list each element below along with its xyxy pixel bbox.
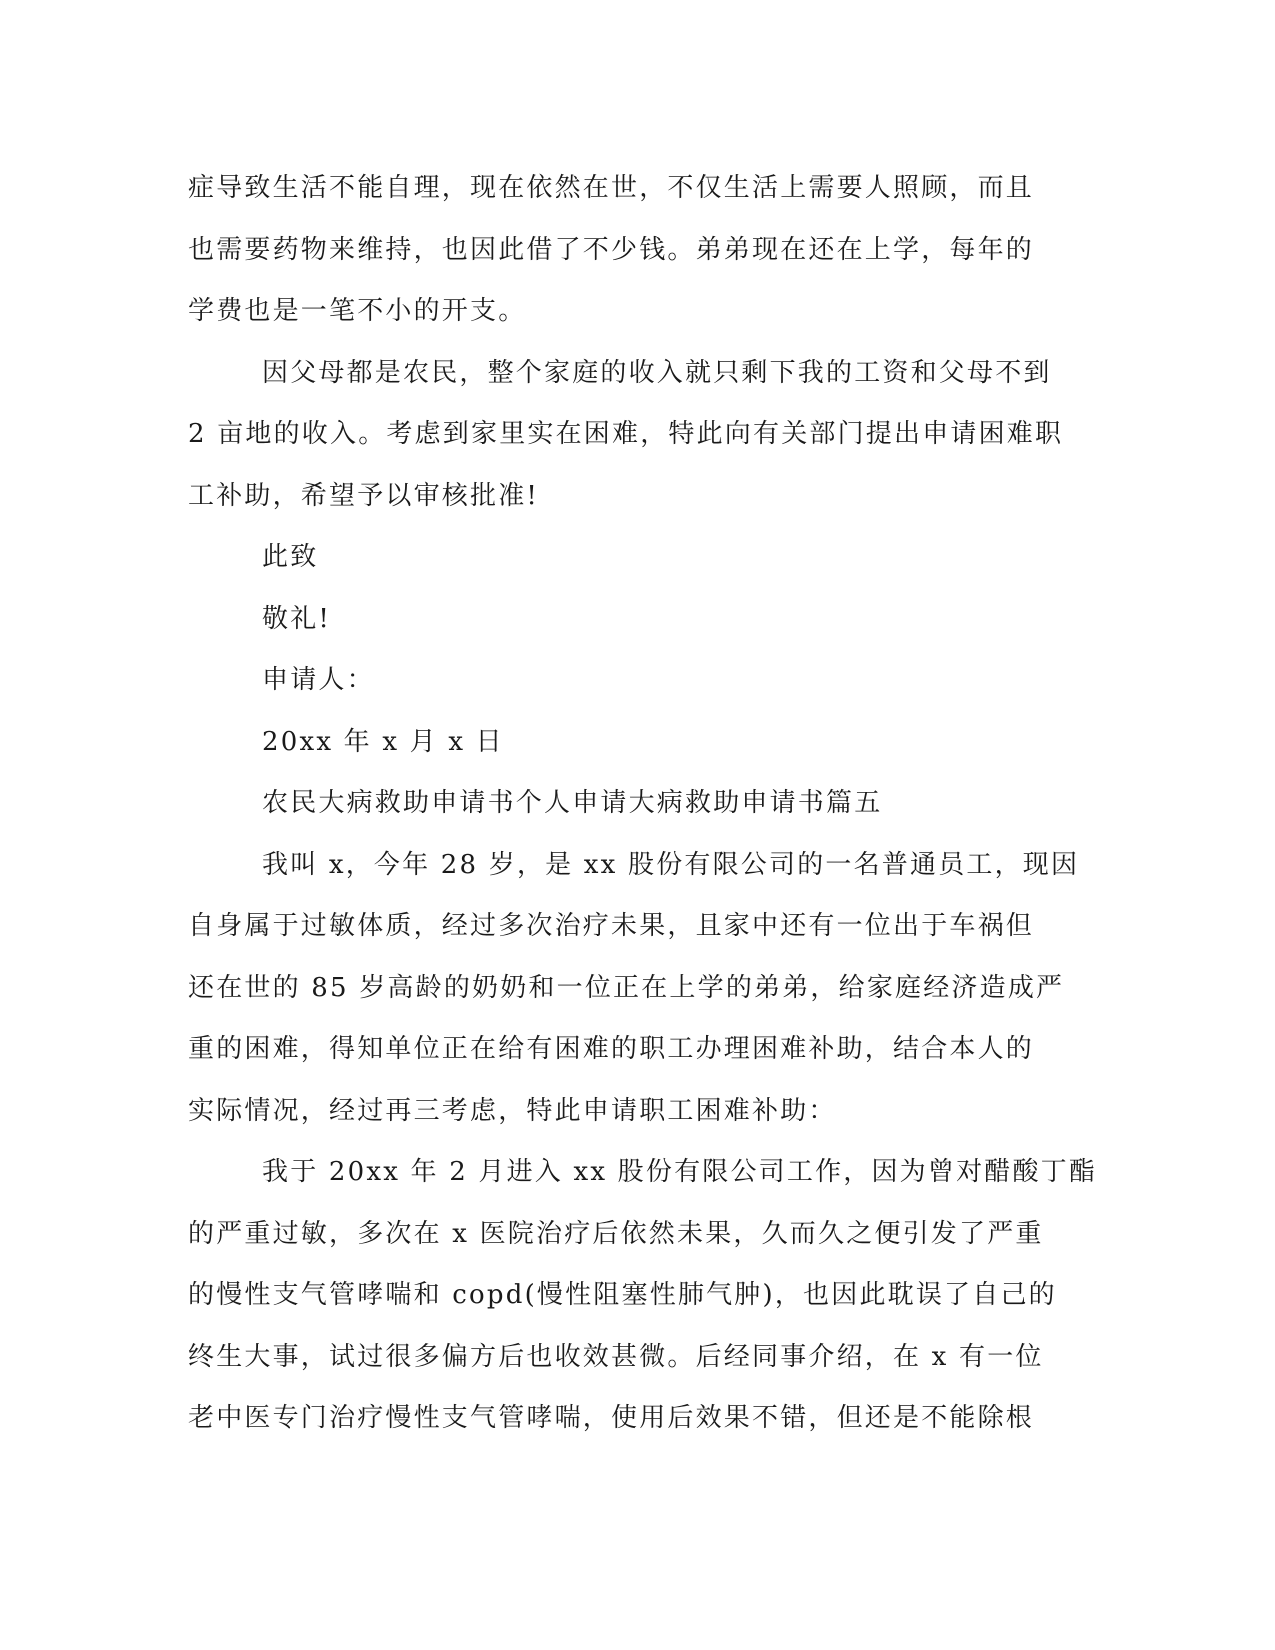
text-line: 老中医专门治疗慢性支气管哮喘，使用后效果不错，但还是不能除根: [188, 1403, 1035, 1433]
text-line: 也需要药物来维持，也因此借了不少钱。弟弟现在还在上学，每年的: [188, 234, 1035, 265]
text-line: 工补助，希望予以审核批准!: [188, 480, 540, 511]
text-line: 农民大病救助申请书个人申请大病救助申请书篇五: [262, 788, 883, 818]
text-line: 此致: [262, 542, 319, 572]
text-line: 我叫 x，今年 28 岁，是 xx 股份有限公司的一名普通员工，现因: [262, 849, 1080, 880]
text-line: 因父母都是农民，整个家庭的收入就只剩下我的工资和父母不到: [262, 357, 1052, 388]
text-line: 自身属于过敏体质，经过多次治疗未果，且家中还有一位出于车祸但: [188, 911, 1035, 941]
text-line: 敬礼!: [262, 603, 332, 634]
text-line: 2 亩地的收入。考虑到家里实在困难，特此向有关部门提出申请困难职: [188, 419, 1064, 449]
text-line: 实际情况，经过再三考虑，特此申请职工困难补助：: [188, 1095, 837, 1126]
text-line: 我于 20xx 年 2 月进入 xx 股份有限公司工作，因为曾对醋酸丁酯: [262, 1157, 1098, 1187]
text-line: 学费也是一笔不小的开支。: [188, 296, 527, 326]
text-line: 的严重过敏，多次在 x 医院治疗后依然未果，久而久之便引发了严重: [188, 1218, 1044, 1249]
text-line: 症导致生活不能自理，现在依然在世，不仅生活上需要人照顾，而且: [188, 173, 1035, 203]
text-line: 还在世的 85 岁高龄的奶奶和一位正在上学的弟弟，给家庭经济造成严: [188, 972, 1065, 1003]
text-line: 终生大事，试过很多偏方后也收效甚微。后经同事介绍，在 x 有一位: [188, 1341, 1044, 1372]
text-line: 重的困难，得知单位正在给有困难的职工办理困难补助，结合本人的: [188, 1034, 1035, 1064]
text-line: 的慢性支气管哮喘和 copd(慢性阻塞性肺气肿)，也因此耽误了自己的: [188, 1280, 1057, 1310]
text-line: 20xx 年 x 月 x 日: [262, 726, 504, 757]
text-line: 申请人：: [262, 665, 375, 695]
document-body: [188, 158, 1098, 1450]
